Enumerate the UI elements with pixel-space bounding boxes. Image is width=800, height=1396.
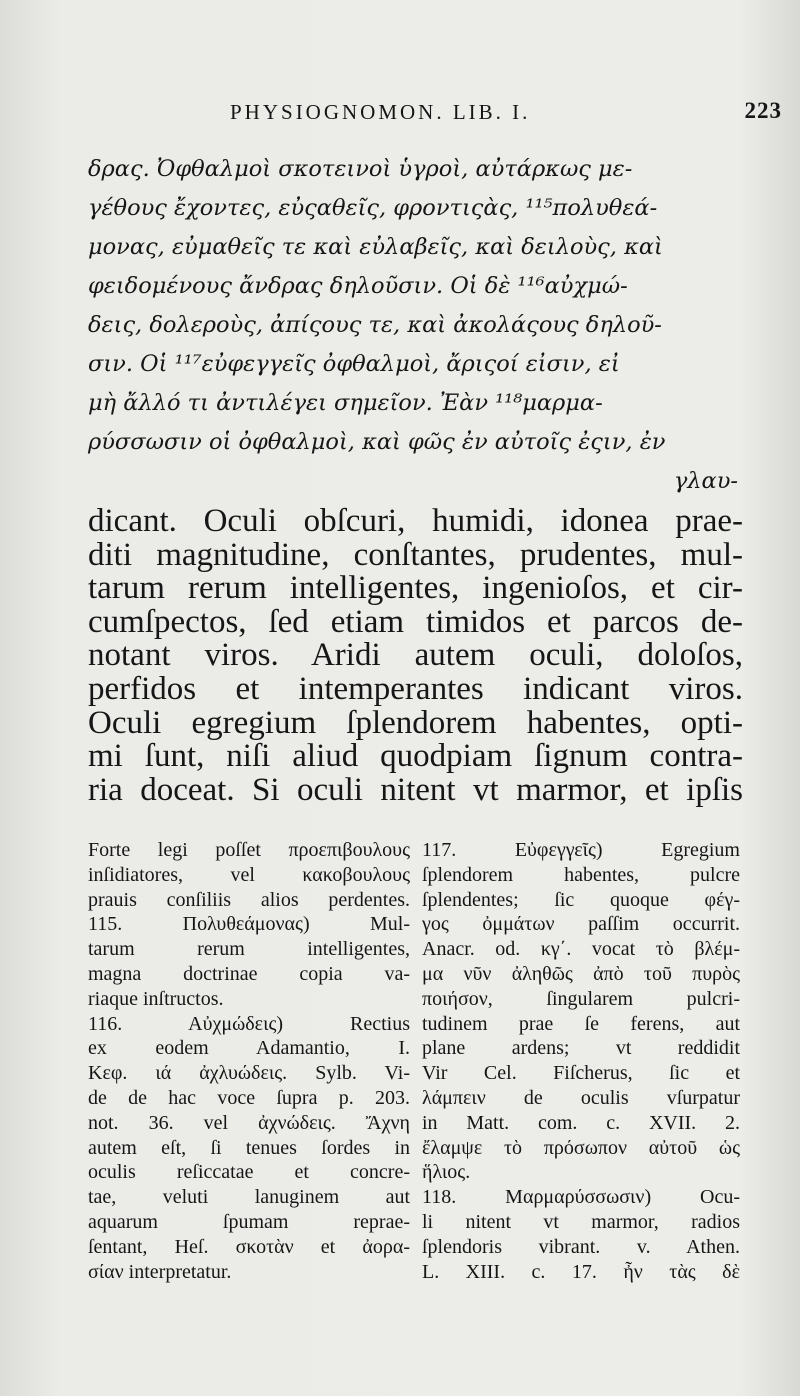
footnote-line: ſplendoris vibrant. v. Athen. bbox=[422, 1235, 740, 1258]
footnote-line: oculis reſiccatae et concre- bbox=[88, 1161, 410, 1184]
latin-line: perfidos et intemperantes indicant viros. bbox=[88, 670, 743, 707]
footnote-line: μα νῦν ἀληθῶς ἀπὸ τοῦ πυρὸς bbox=[422, 962, 740, 985]
footnote-line: ἥλιος. bbox=[422, 1161, 471, 1184]
latin-line: Oculi egregium ſplendorem habentes, opti- bbox=[88, 704, 743, 741]
footnote-line: Vir Cel. Fiſcherus, ſic et bbox=[422, 1062, 740, 1085]
footnote-line: ſplendentes; ſic quoque φέγ- bbox=[422, 888, 740, 911]
footnote-line: ποιήσον, ſingularem pulcri- bbox=[422, 987, 740, 1010]
greek-line: δεις, δολεροὺς, ἀπίςους τε, καὶ ἀκολάςους δηλοῦ- bbox=[88, 312, 662, 338]
footnote-line: ſentant, Heſ. σκοτὰν et ἀορα- bbox=[88, 1235, 410, 1258]
running-head bbox=[230, 100, 790, 125]
footnote-line: tae, veluti lanuginem aut bbox=[88, 1186, 410, 1209]
footnote-line: ἔλαμψε τὸ πρόσωπον αὐτοῦ ὡς bbox=[422, 1136, 740, 1159]
footnote-line: 116. Αὐχμώδεις) Rectius bbox=[88, 1012, 410, 1035]
greek-line: δρας. Ὀφθαλμοὶ σκοτεινοὶ ὑγροὶ, αὐτάρκως με- bbox=[88, 156, 633, 182]
latin-line: cumſpectos, ſed etiam timidos et parcos de- bbox=[88, 603, 743, 640]
latin-line: notant viros. Aridi autem oculi, doloſos, bbox=[88, 637, 743, 674]
footnote-line: plane ardens; vt reddidit bbox=[422, 1037, 740, 1060]
footnote-line: li nitent vt marmor, radios bbox=[422, 1210, 740, 1233]
greek-line: φειδομένους ἄνδρας δηλοῦσιν. Οἱ δὲ ¹¹⁶αὐχμώ- bbox=[88, 273, 628, 299]
footnotes-right-column bbox=[422, 838, 740, 1284]
footnote-line: ſplendorem habentes, pulcre bbox=[422, 863, 740, 886]
footnotes-left-column bbox=[88, 838, 410, 1284]
greek-line: ρύσσωσιν οἱ ὀφθαλμοὶ, καὶ φῶς ἐν αὐτοῖς ἐςιν, ἐν bbox=[88, 429, 666, 455]
footnote-line: tudinem prae ſe ferens, aut bbox=[422, 1012, 740, 1035]
footnote-line: 117. Εὐφεγγεῖς) Egregium bbox=[422, 839, 740, 861]
page-number: 223 bbox=[744, 98, 782, 123]
footnote-line: Κεφ. ιά ἀχλυώδεις. Sylb. Vi- bbox=[88, 1062, 410, 1085]
footnote-line: 115. Πολυθεάμονας) Mul- bbox=[88, 913, 410, 936]
greek-line: μὴ ἄλλό τι ἀντιλέγει σημεῖον. Ἐὰν ¹¹⁸μαρμα- bbox=[88, 390, 603, 416]
latin-line: diti magnitudine, conſtantes, prudentes, mul- bbox=[88, 536, 743, 573]
latin-line: ria doceat. Si oculi nitent vt marmor, et ipſis bbox=[88, 771, 743, 808]
footnote-line: inſidiatores, vel κακοβουλους bbox=[88, 863, 410, 886]
latin-line: mi ſunt, niſi aliud quodpiam ſignum contra- bbox=[88, 738, 743, 775]
footnote-line: ex eodem Adamantio, I. bbox=[88, 1037, 410, 1060]
greek-text-block bbox=[88, 150, 738, 501]
footnote-line: σίαν interpretatur. bbox=[88, 1260, 232, 1283]
footnote-line: λάμπειν de oculis vſurpatur bbox=[422, 1086, 740, 1109]
latin-line: tarum rerum intelligentes, ingenioſos, et cir- bbox=[88, 570, 743, 607]
footnote-line: L. XIII. c. 17. ἦν τὰς δὲ bbox=[422, 1260, 740, 1283]
greek-line: μονας, εὐμαθεῖς τε καὶ εὐλαβεῖς, καὶ δειλοὺς, καὶ bbox=[88, 234, 663, 260]
footnote-line: riaque inſtructos. bbox=[88, 987, 224, 1010]
footnote-line: Anacr. od. κγ΄. vocat τὸ βλέμ- bbox=[422, 938, 740, 961]
footnote-line: 118. Μαρμαρύσσωσιν) Ocu- bbox=[422, 1186, 740, 1209]
footnote-line: Forte legi poſſet προεπιβουλους bbox=[88, 839, 410, 861]
running-head-title: PHYSIOGNOMON. LIB. I. bbox=[230, 100, 531, 124]
latin-line: dicant. Oculi obſcuri, humidi, idonea prae- bbox=[88, 503, 743, 539]
footnote-line: de de hac voce ſupra p. 203. bbox=[88, 1086, 410, 1109]
footnote-line: not. 36. vel ἀχνώδεις. Ἄχνη bbox=[88, 1111, 410, 1134]
footnote-line: γος ὀμμάτων paſſim occurrit. bbox=[422, 913, 740, 936]
greek-line: γέθους ἔχοντες, εὐςαθεῖς, φροντιςὰς, ¹¹⁵πολυθεά- bbox=[88, 195, 658, 221]
footnote-line: aquarum ſpumam reprae- bbox=[88, 1210, 410, 1233]
latin-translation-block bbox=[88, 505, 743, 807]
footnote-line: prauis conſiliis alios perdentes. bbox=[88, 888, 410, 911]
catchword: γλαυ- bbox=[673, 468, 738, 494]
footnote-line: tarum rerum intelligentes, bbox=[88, 938, 410, 961]
footnote-line: autem eſt, ſi tenues ſordes in bbox=[88, 1136, 410, 1159]
footnote-line: in Matt. com. c. XVII. 2. bbox=[422, 1111, 740, 1134]
greek-line: σιν. Οἱ ¹¹⁷εὐφεγγεῖς ὀφθαλμοὶ, ἄριςοί εἰσιν, εἰ bbox=[88, 351, 620, 377]
footnote-line: magna doctrinae copia va- bbox=[88, 962, 410, 985]
